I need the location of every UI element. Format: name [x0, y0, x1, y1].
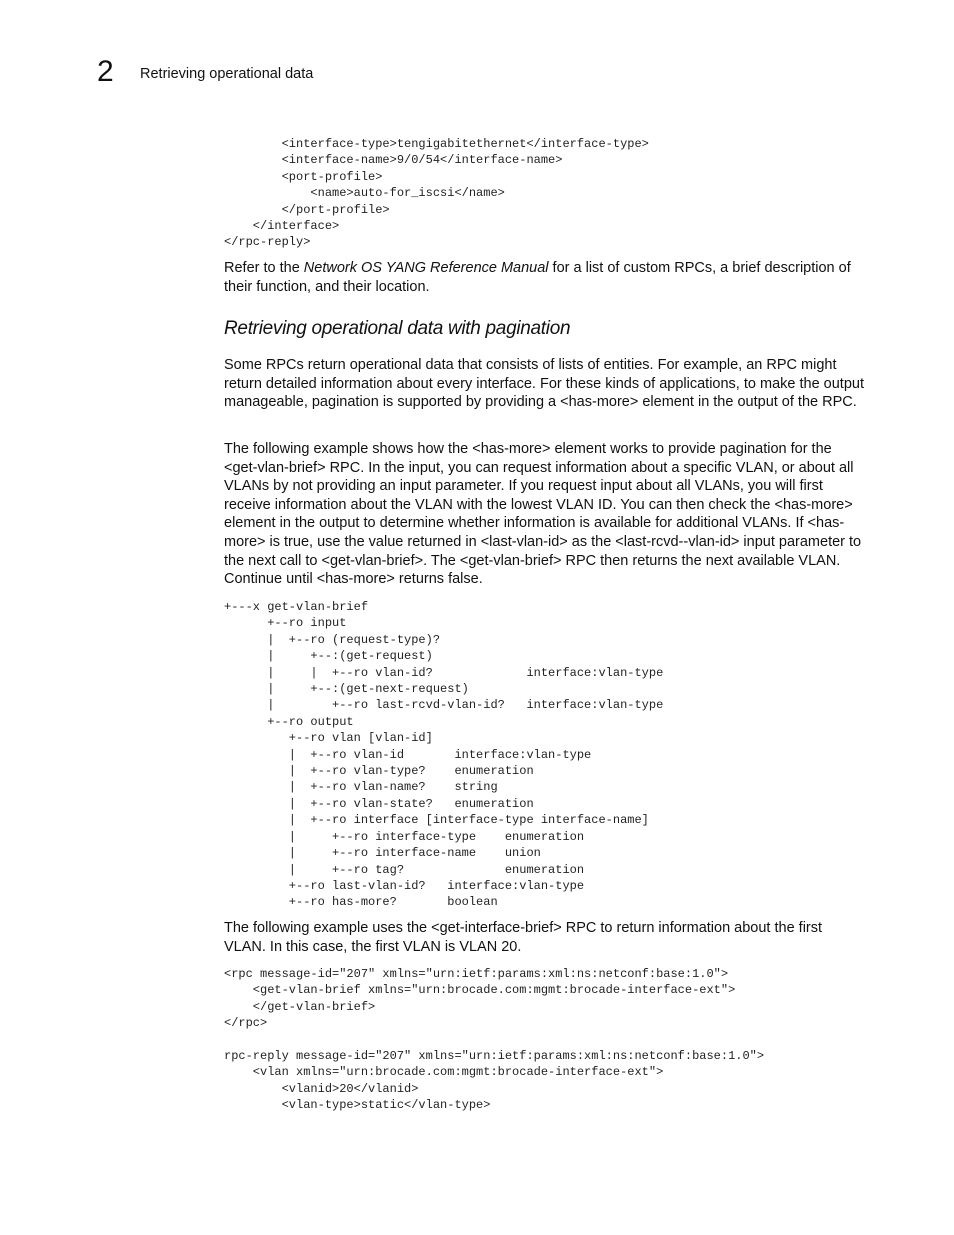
section-title: Retrieving operational data with pagination — [224, 318, 571, 339]
manual-title: Network OS YANG Reference Manual — [303, 260, 549, 276]
refer-text-after: for a list of custom RPCs, a brief description of their function, and their location. — [224, 260, 851, 295]
chapter-number: 2 — [97, 55, 114, 88]
chapter-title: Retrieving operational data — [140, 66, 314, 82]
code-block-rpc-reply-tail: <interface-type>tengigabitethernet</interface-type> <interface-name>9/0/54</interface-name> <port-profile> <name>auto-for_iscsi</name> </port-profile> </interface> </rpc-reply> — [224, 137, 649, 250]
paragraph-pagination-intro: Some RPCs return operational data that consists of lists of entities. For example, an RPC might return detailed information about every interface. For these kinds of applications, to make the output manageable, pagination is supported by providing a <has-more> element in the output of the RPC. — [224, 357, 864, 411]
refer-text-before: Refer to the — [224, 260, 304, 276]
paragraph-example-intro: The following example uses the <get-interface-brief> RPC to return information about the first VLAN. In this case, the first VLAN is VLAN 20. — [224, 920, 823, 955]
code-block-rpc-example: <rpc message-id="207" xmlns="urn:ietf:params:xml:ns:netconf:base:1.0"> <get-vlan-brief xmlns="urn:brocade.com:mgmt:brocade-interface-ext"> </get-vlan-brief> </rpc> rpc-reply message-id="207" xmlns="urn:ietf:params:xml:ns:netconf:base:1.0"> <vlan xmlns="urn:brocade.com:mgmt:brocade-interface-ext"> <vlanid>20</vlanid> <vlan-type>static</vlan-type> — [224, 967, 765, 1113]
paragraph-has-more-explanation: The following example shows how the <has-more> element works to provide pagination for the <get-vlan-brief> RPC. In the input, you can request information about a specific VLAN, or about all VLANs by not providing an input parameter. If you request input about all VLANs, you will first receive information about the VLAN with the lowest VLAN ID. You can then check the <has-more> element in the output to determine whether information is available for additional VLANs. If <has-more> is true, use the value returned in <last-vlan-id> as the <last-rcvd--vlan-id> input parameter to the next call to <get-vlan-brief>. The <get-vlan-brief> RPC then returns the next available VLAN. Continue until <has-more> returns false. — [224, 441, 862, 588]
code-block-vlan-tree: +---x get-vlan-brief +--ro input | +--ro (request-type)? | +--:(get-request) | | +--ro vlan-id? interface:vlan-type | +--:(get-next-request) | +--ro last-rcvd-vlan-id? interface:vlan-type +--ro output +--ro vlan [vlan-id] | +--ro vlan-id interface:vlan-type | +--ro vlan-type? enumeration | +--ro vlan-name? string | +--ro vlan-state? enumeration | +--ro interface [interface-type interface-name] | +--ro interface-type enumeration | +--ro interface-name union | +--ro tag? enumeration +--ro last-vlan-id? interface:vlan-type +--ro has-more? boolean — [224, 600, 664, 910]
paragraph-refer — [224, 259, 866, 296]
